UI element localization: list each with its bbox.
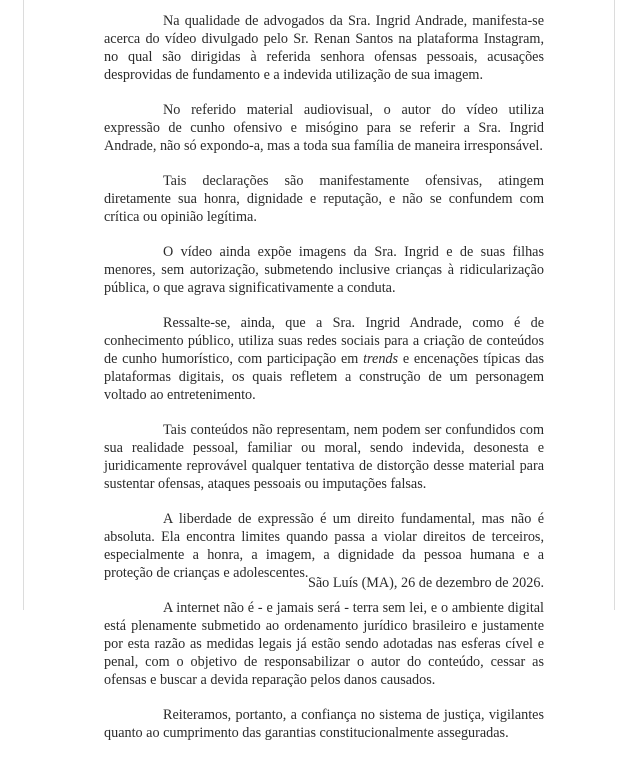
paragraph-humor-content [104, 314, 544, 404]
dateline: São Luís (MA), 26 de dezembro de 2026. [307, 575, 544, 591]
paragraph-offensive-expression: No referido material audiovisual, o autor do vídeo utiliza expressão de cunho ofensivo e misógino para se referir a Sra. Ingrid Andrade, não só expondo-a, mas a toda sua família de maneira irresponsável. [104, 102, 544, 154]
paragraph-representation: Na qualidade de advogados da Sra. Ingrid Andrade, manifesta-se acerca do vídeo divulgado pelo Sr. Renan Santos na plataforma Instagram, no qual são dirigidas à referida senhora ofensas pessoais, acusações desprovidas de fundamento e a indevida utilização de sua imagem. [104, 13, 544, 83]
document-body [104, 12, 544, 759]
paragraph-closing: Reiteramos, portanto, a confiança no sistema de justiça, vigilantes quanto ao cumprimento das garantias constitucionalmente asseguradas. [104, 707, 544, 741]
humor-text-before: Ressalte-se, ainda, que a Sra. Ingrid Andrade, como é de conhecimento público, utiliza suas redes sociais para a criação de conteúdos de cunho humorístico, com participação em [104, 315, 544, 367]
paragraph-declarations: Tais declarações são manifestamente ofensivas, atingem diretamente sua honra, dignidade e reputação, e não se confundem com crítica ou opinião legítima. [104, 173, 544, 225]
paragraph-content-not-reality: Tais conteúdos não representam, nem podem ser confundidos com sua realidade pessoal, familiar ou moral, sendo indevida, desonesta e juridicamente reprovável qualquer tentativa de distorção desse material para sustentar ofensas, ataques pessoais ou imputações falsas. [104, 422, 544, 492]
paragraph-freedom-of-expression: A liberdade de expressão é um direito fundamental, mas não é absoluta. Ela encontra limites quando passa a violar direitos de terceiros, especialmente a honra, a imagem, a dignidade da pessoa humana e a proteção de crianças e adolescentes. [104, 511, 544, 581]
paragraph-minors-exposure: O vídeo ainda expõe imagens da Sra. Ingrid e de suas filhas menores, sem autorização, submetendo inclusive crianças à ridicularização pública, o que agrava significativamente a conduta. [104, 244, 544, 296]
paragraph-internet-law: A internet não é - e jamais será - terra sem lei, e o ambiente digital está plenamente submetido ao ordenamento jurídico brasileiro e justamente por esta razão as medidas legais já estão sendo adotadas nas esferas cível e penal, com o objetivo de responsabilizar o autor do conteúdo, cessar as ofensas e buscar a devida reparação pelos danos causados. [104, 600, 544, 688]
humor-text-after: e encenações típicas das plataformas digitais, os quais refletem a construção de um personagem voltado ao entretenimento. [104, 351, 544, 403]
trends-italic: trends [363, 351, 399, 367]
